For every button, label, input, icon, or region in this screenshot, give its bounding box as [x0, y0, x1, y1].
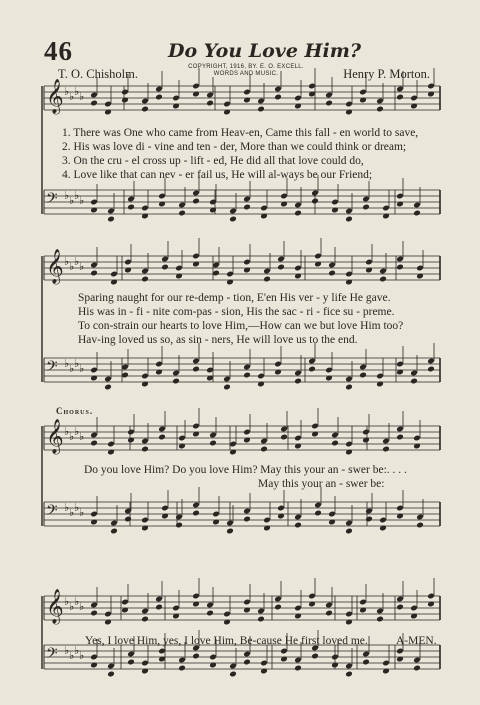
note-head	[257, 106, 265, 113]
chorus-text: Do you love Him? Do you love Him? May this your an - swer be:. . . .	[84, 464, 407, 476]
note-head	[311, 198, 319, 205]
flat-sign: ♭	[79, 601, 85, 613]
flat-sign: ♭	[69, 431, 75, 443]
note-head	[396, 264, 404, 271]
note-head	[192, 653, 200, 660]
note-head	[110, 528, 118, 535]
note-head	[155, 94, 163, 101]
note-head	[345, 528, 353, 535]
flat-sign: ♭	[64, 645, 70, 657]
note-head	[345, 216, 353, 223]
note-head	[172, 378, 180, 385]
note-head	[155, 604, 163, 611]
note-head	[396, 434, 404, 441]
hymn-number: 46	[44, 36, 73, 66]
note-head	[294, 210, 302, 217]
note-head	[124, 516, 132, 523]
flat-sign: ♭	[64, 86, 70, 98]
note-head	[141, 276, 149, 283]
note-head	[243, 659, 251, 666]
composer-name: Henry P. Morton.	[343, 67, 430, 81]
note-head	[376, 106, 384, 113]
note-head	[90, 440, 98, 447]
note-head	[379, 276, 387, 283]
note-head	[328, 270, 336, 277]
note-head	[314, 510, 322, 517]
note-head	[260, 446, 268, 453]
flat-sign: ♭	[79, 431, 85, 443]
flat-sign: ♭	[79, 195, 85, 207]
note-head	[308, 366, 316, 373]
note-head	[413, 665, 421, 672]
flat-sign: ♭	[69, 195, 75, 207]
note-head	[427, 366, 435, 373]
copyright-line: WORDS AND MUSIC.	[213, 71, 279, 77]
note-head	[294, 522, 302, 529]
note-head	[175, 522, 183, 529]
note-head	[311, 653, 319, 660]
note-head	[107, 671, 115, 678]
note-head	[331, 440, 339, 447]
flat-sign: ♭	[74, 190, 80, 202]
note-head	[325, 610, 333, 617]
flat-sign: ♭	[64, 358, 70, 370]
flat-sign: ♭	[74, 426, 80, 438]
bass-clef: 𝄢	[46, 358, 58, 379]
flat-sign: ♭	[69, 363, 75, 375]
note-head	[345, 384, 353, 391]
flat-sign: ♭	[69, 91, 75, 103]
bass-clef: 𝄢	[46, 190, 58, 211]
flat-sign: ♭	[79, 507, 85, 519]
note-head	[223, 384, 231, 391]
note-head	[257, 616, 265, 623]
treble-clef: 𝄞	[46, 589, 64, 624]
note-head	[274, 94, 282, 101]
note-head	[345, 671, 353, 678]
flat-sign: ♭	[79, 650, 85, 662]
note-head	[294, 378, 302, 385]
note-head	[206, 100, 214, 107]
note-head	[107, 216, 115, 223]
treble-clef: 𝄞	[46, 419, 64, 454]
flat-sign: ♭	[74, 358, 80, 370]
note-head	[104, 384, 112, 391]
note-head	[192, 366, 200, 373]
note-head	[158, 434, 166, 441]
note-head	[226, 528, 234, 535]
note-head	[229, 216, 237, 223]
bass-clef: 𝄢	[46, 645, 58, 666]
hymn-title: Do You Love Him?	[168, 40, 361, 62]
verse-line: 2. His was love di - vine and ten - der, More than we could think or dream;	[62, 141, 407, 153]
flat-sign: ♭	[74, 645, 80, 657]
flat-sign: ♭	[74, 86, 80, 98]
chorus-label: Chorus.	[56, 406, 94, 416]
verse-line: Hav-ing loved us so, as sin - ners, He will love us to the end.	[78, 334, 358, 346]
verse-line: Sparing naught for our re-demp - tion, E'en His ver - y life He gave.	[78, 292, 391, 304]
note-head	[376, 616, 384, 623]
chorus-bass-text: May this your an - swer be:	[258, 478, 385, 490]
note-head	[209, 440, 217, 447]
flat-sign: ♭	[69, 650, 75, 662]
verse-line: His was in - fi - nite com-pas - sion, His the sac - ri - fice su - preme.	[78, 306, 395, 318]
note-head	[243, 516, 251, 523]
note-head	[294, 665, 302, 672]
note-head	[274, 604, 282, 611]
note-head	[277, 264, 285, 271]
note-head	[362, 659, 370, 666]
flat-sign: ♭	[69, 507, 75, 519]
verse-line: To con-strain our hearts to love Him,—How can we but love Him too?	[78, 320, 404, 332]
verse-line: 1. There was One who came from Heav-en, Came this fall - en world to save,	[62, 127, 419, 139]
flat-sign: ♭	[79, 363, 85, 375]
note-head	[90, 270, 98, 277]
note-head	[141, 446, 149, 453]
note-head	[127, 204, 135, 211]
flat-sign: ♭	[74, 502, 80, 514]
flat-sign: ♭	[74, 596, 80, 608]
treble-clef: 𝄞	[46, 249, 64, 284]
flat-sign: ♭	[79, 261, 85, 273]
flat-sign: ♭	[69, 601, 75, 613]
note-head	[229, 671, 237, 678]
note-head	[243, 204, 251, 211]
note-head	[206, 610, 214, 617]
note-head	[396, 94, 404, 101]
note-head	[90, 100, 98, 107]
amen-text: A-MEN.	[396, 635, 437, 647]
flat-sign: ♭	[64, 596, 70, 608]
note-head	[416, 522, 424, 529]
note-head	[178, 665, 186, 672]
treble-clef: 𝄞	[46, 79, 64, 114]
chorus-response-text: Yes, I love Him, yes, I love Him, Be-cause He first loved me.	[85, 635, 368, 647]
note-head	[161, 264, 169, 271]
verse-line: 4. Love like that can nev - er fail us, He will al-ways be our Friend;	[62, 169, 373, 181]
note-head	[410, 378, 418, 385]
bass-clef: 𝄢	[46, 502, 58, 523]
flat-sign: ♭	[64, 256, 70, 268]
note-head	[365, 516, 373, 523]
verse-line: 3. On the cru - el cross up - lift - ed, He did all that love could do,	[62, 155, 364, 167]
note-head	[413, 210, 421, 217]
note-head	[396, 604, 404, 611]
note-head	[362, 204, 370, 211]
flat-sign: ♭	[64, 426, 70, 438]
note-head	[325, 100, 333, 107]
note-head	[178, 210, 186, 217]
note-head	[263, 276, 271, 283]
note-head	[141, 616, 149, 623]
copyright-line: COPYRIGHT, 1916, BY. E. O. EXCELL.	[188, 64, 304, 70]
note-head	[90, 610, 98, 617]
flat-sign: ♭	[74, 256, 80, 268]
note-head	[243, 372, 251, 379]
flat-sign: ♭	[79, 91, 85, 103]
flat-sign: ♭	[64, 190, 70, 202]
note-head	[192, 198, 200, 205]
flat-sign: ♭	[64, 502, 70, 514]
note-head	[382, 446, 390, 453]
lyricist-name: T. O. Chisholm.	[58, 67, 138, 81]
note-head	[192, 510, 200, 517]
flat-sign: ♭	[69, 261, 75, 273]
note-head	[141, 106, 149, 113]
note-head	[127, 659, 135, 666]
note-head	[280, 434, 288, 441]
note-head	[359, 372, 367, 379]
